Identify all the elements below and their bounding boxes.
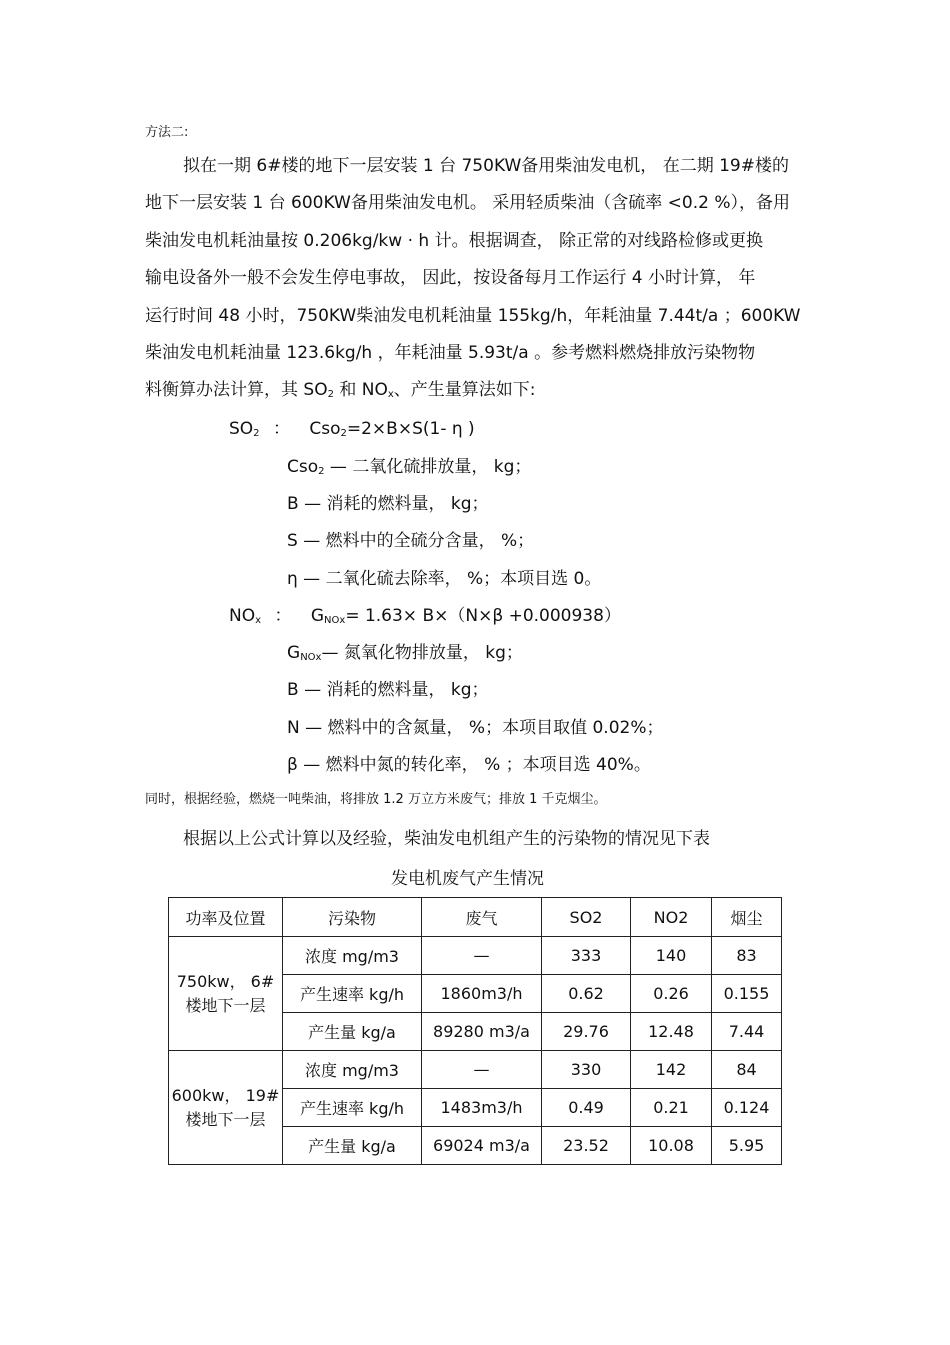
def-symbol: S	[287, 531, 298, 551]
exhaust-value: —	[422, 937, 542, 975]
formula-colon: ：	[272, 419, 290, 439]
nox-formula	[229, 601, 621, 626]
header-dust: 烟尘	[712, 898, 782, 937]
nox-definition	[287, 750, 651, 775]
header-exhaust: 废气	[422, 898, 542, 937]
header-position: 功率及位置	[169, 898, 283, 937]
so2-definition	[287, 452, 531, 477]
no2-value: 12.48	[631, 1013, 712, 1051]
header-pollutant: 污染物	[283, 898, 422, 937]
no2-value: 10.08	[631, 1127, 712, 1165]
experience-note: 同时，根据经验，燃烧一吨柴油，将排放 1.2 万立方米废气；排放 1 千克烟尘。	[145, 792, 607, 807]
exhaust-value: —	[422, 1051, 542, 1089]
position-cell	[169, 1051, 283, 1165]
so2-value: 0.49	[542, 1089, 631, 1127]
def-text: — 二氧化硫排放量， kg；	[324, 457, 532, 477]
so2-value: 0.62	[542, 975, 631, 1013]
subscript: x	[387, 389, 394, 400]
section-heading: 方法二:	[145, 125, 189, 140]
def-text: — 消耗的燃料量， kg；	[298, 680, 489, 700]
formula-expression: = 1.63× B×（N×β +0.000938）	[345, 606, 621, 626]
subscript: 2	[318, 466, 325, 477]
paragraph-line: 运行时间 48 小时，750KW柴油发电机耗油量 155kg/h，年耗油量 7.44t/a ；600KW	[145, 306, 801, 326]
so2-definition	[287, 564, 601, 589]
def-symbol: B	[287, 680, 299, 700]
dust-value: 7.44	[712, 1013, 782, 1051]
pollutant-item: 产生速率 kg/h	[283, 975, 422, 1013]
paragraph-text: 料衡算办法计算，其 SO	[145, 380, 328, 400]
so2-definition	[287, 489, 489, 514]
paragraph-line: 柴油发电机耗油量 123.6kg/h ，年耗油量 5.93t/a 。参考燃料燃烧排放污染物物	[145, 343, 756, 363]
def-text: — 氮氧化物排放量， kg；	[321, 643, 523, 663]
subscript: NOx	[324, 615, 346, 626]
nox-definition	[287, 638, 523, 663]
position-cell	[169, 937, 283, 1051]
formula-expression: =2×B×S(1- η )	[346, 419, 475, 439]
exhaust-value: 1860m3/h	[422, 975, 542, 1013]
so2-definition	[287, 526, 534, 551]
def-symbol: β	[287, 755, 298, 775]
def-text: — 二氧化硫去除率， %；本项目选 0。	[297, 569, 602, 589]
summary-line: 根据以上公式计算以及经验，柴油发电机组产生的污染物的情况见下表	[183, 829, 710, 849]
paragraph-line	[145, 375, 536, 400]
position-text: 楼地下一层	[185, 995, 266, 1015]
paragraph-line: 地下一层安装 1 台 600KW备用柴油发电机。 采用轻质柴油（含硫率 <0.2 %），备用	[145, 193, 790, 213]
subscript: 2	[327, 389, 334, 400]
table-title: 发电机废气产生情况	[391, 869, 544, 889]
position-text: 600kw， 19#	[171, 1085, 280, 1105]
pollutant-item: 产生速率 kg/h	[283, 1089, 422, 1127]
table-row	[169, 1051, 782, 1089]
pollutant-item: 产生量 kg/a	[283, 1013, 422, 1051]
table-row	[169, 937, 782, 975]
subscript: NOx	[300, 652, 322, 663]
exhaust-value: 1483m3/h	[422, 1089, 542, 1127]
def-text: — 燃料中的含氮量， %；本项目取值 0.02%；	[299, 718, 664, 738]
def-symbol: η	[287, 569, 298, 589]
dust-value: 83	[712, 937, 782, 975]
paragraph-text: 和 NO	[333, 380, 388, 400]
no2-value: 0.26	[631, 975, 712, 1013]
position-text: 楼地下一层	[185, 1109, 266, 1129]
header-so2: SO2	[542, 898, 631, 937]
paragraph-line: 输电设备外一般不会发生停电事故， 因此，按设备每月工作运行 4 小时计算， 年	[145, 268, 756, 288]
def-symbol: N	[287, 718, 300, 738]
def-text: — 燃料中的全硫分含量， %；	[297, 531, 535, 551]
subscript: 2	[253, 428, 260, 439]
pollutant-item: 浓度 mg/m3	[283, 1051, 422, 1089]
def-symbol: G	[287, 643, 301, 663]
table-header-row	[169, 898, 782, 937]
def-symbol: B	[287, 494, 299, 514]
emissions-table	[168, 897, 782, 1165]
dust-value: 5.95	[712, 1127, 782, 1165]
paragraph-line: 柴油发电机耗油量按 0.206kg/kw · h 计。根据调查， 除正常的对线路检修或更换	[145, 231, 763, 251]
no2-value: 140	[631, 937, 712, 975]
so2-value: 29.76	[542, 1013, 631, 1051]
def-symbol: Cso	[287, 457, 319, 477]
header-no2: NO2	[631, 898, 712, 937]
exhaust-value: 89280 m3/a	[422, 1013, 542, 1051]
formula-label: SO	[229, 419, 254, 439]
no2-value: 0.21	[631, 1089, 712, 1127]
def-text: — 燃料中氮的转化率， % ；本项目选 40%。	[297, 755, 651, 775]
paragraph-line: 拟在一期 6#楼的地下一层安装 1 台 750KW备用柴油发电机， 在二期 19#楼的	[183, 156, 789, 176]
so2-value: 330	[542, 1051, 631, 1089]
paragraph-text: 、产生量算法如下:	[393, 380, 536, 400]
exhaust-value: 69024 m3/a	[422, 1127, 542, 1165]
subscript: x	[255, 615, 262, 626]
so2-value: 333	[542, 937, 631, 975]
no2-value: 142	[631, 1051, 712, 1089]
nox-definition	[287, 675, 489, 700]
pollutant-item: 产生量 kg/a	[283, 1127, 422, 1165]
formula-symbol: Cso	[309, 419, 341, 439]
nox-definition	[287, 713, 664, 738]
position-text: 750kw， 6#	[176, 971, 275, 991]
so2-value: 23.52	[542, 1127, 631, 1165]
subscript: 2	[340, 428, 347, 439]
dust-value: 84	[712, 1051, 782, 1089]
formula-symbol: G	[310, 606, 325, 626]
formula-label: NO	[229, 606, 256, 626]
so2-formula	[229, 414, 475, 439]
dust-value: 0.124	[712, 1089, 782, 1127]
formula-colon: ：	[274, 606, 292, 626]
pollutant-item: 浓度 mg/m3	[283, 937, 422, 975]
def-text: — 消耗的燃料量， kg；	[298, 494, 489, 514]
dust-value: 0.155	[712, 975, 782, 1013]
